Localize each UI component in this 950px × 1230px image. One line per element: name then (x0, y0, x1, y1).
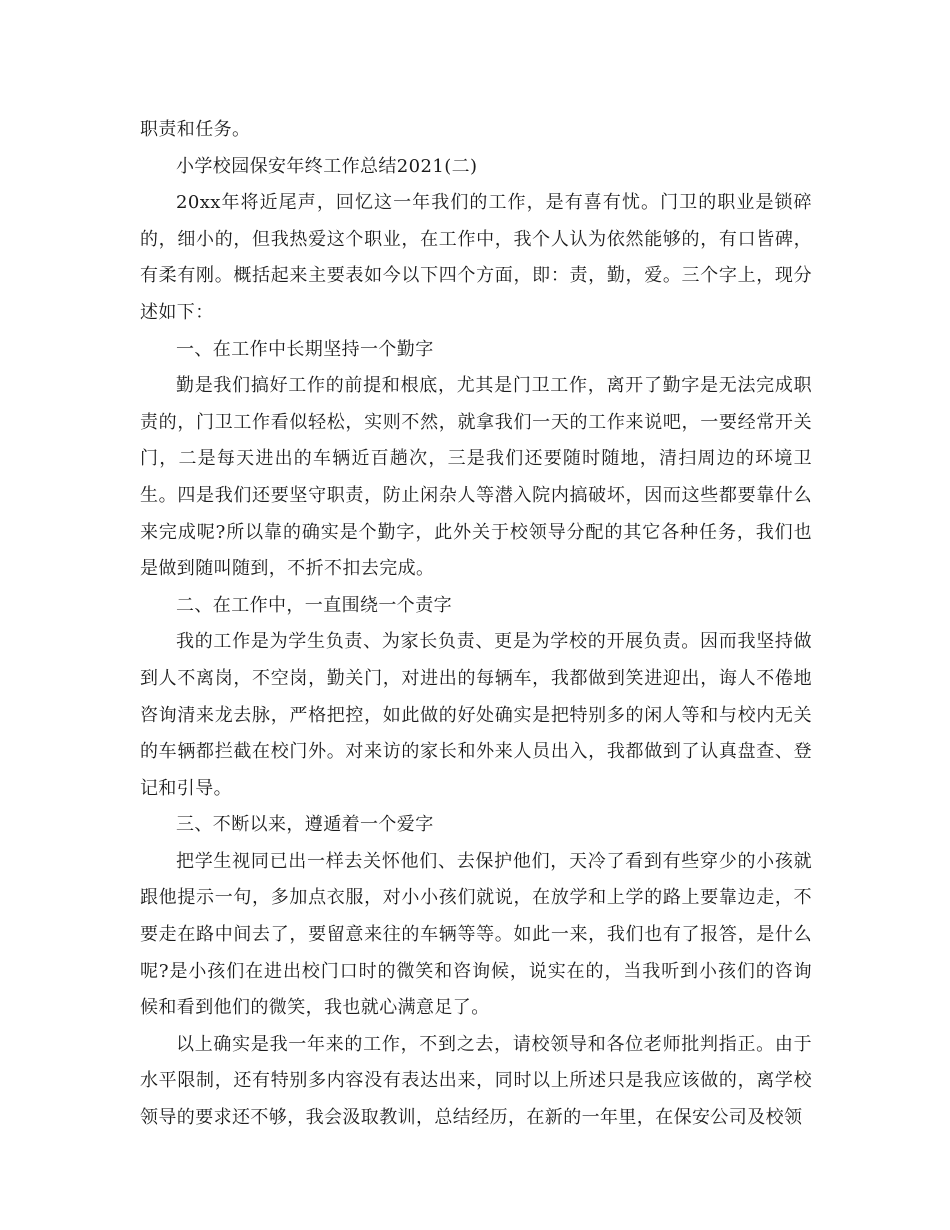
paragraph-intro: 20xx年将近尾声，回忆这一年我们的工作，是有喜有忧。门卫的职业是锁碎的，细小的，但我热爱这个职业，在工作中，我个人认为依然能够的，有口皆碑，有柔有刚。概括起来主要表如今以下四个方面，即：责，勤，爱。三个字上，现分述如下： (140, 192, 812, 323)
section-title: 小学校园保安年终工作总结2021(二) (176, 155, 478, 177)
document-body (140, 112, 812, 1137)
paragraph-love: 把学生视同已出一样去关怀他们、去保护他们，天冷了看到有些穿少的小孩就跟他提示一句，多加点衣服，对小小孩们就说，在放学和上学的路上要靠边走，不要走在路中间去了，要留意来往的车辆等等。如此一来，我们也有了报答，是什么呢?是小孩们在进出校门口时的微笑和咨询候，说实在的，当我听到小孩们的咨询候和看到他们的微笑，我也就心满意足了。 (140, 850, 812, 1019)
paragraph-continuation: 职责和任务。 (140, 119, 251, 140)
paragraph-conclusion: 以上确实是我一年来的工作，不到之去，请校领导和各位老师批判指正。由于水平限制，还有特别多内容没有表达出来，同时以上所述只是我应该做的，离学校领导的要求还不够，我会汲取教训，总结经历，在新的一年里，在保安公司及校领 (140, 1033, 812, 1129)
heading-love: 三、不断以来，遵遁着一个爱字 (176, 814, 434, 836)
paragraph-responsibility: 我的工作是为学生负责、为家长负责、更是为学校的开展负责。因而我坚持做到人不离岗，不空岗，勤关门，对进出的每辆车，我都做到笑进迎出，诲人不倦地咨询清来龙去脉，严格把控，如此做的好处确实是把特别多的闲人等和与校内无关的车辆都拦截在校门外。对来访的家长和外来人员出入，我都做到了认真盘查、登记和引导。 (140, 631, 812, 799)
heading-diligence: 一、在工作中长期坚持一个勤字 (176, 338, 434, 360)
paragraph-diligence: 勤是我们搞好工作的前提和根底，尤其是门卫工作，离开了勤字是无法完成职责的，门卫工作看似轻松，实则不然，就拿我们一天的工作来说吧，一要经常开关门，二是每天进出的车辆近百趟次，三是我们还要随时随地，清扫周边的环境卫生。四是我们还要坚守职责，防止闲杂人等潜入院内搞破坏，因而这些都要靠什么来完成呢?所以靠的确实是个勤字，此外关于校领导分配的其它各种任务，我们也是做到随叫随到，不折不扣去完成。 (140, 375, 812, 580)
heading-responsibility: 二、在工作中，一直围绕一个责字 (176, 594, 452, 616)
